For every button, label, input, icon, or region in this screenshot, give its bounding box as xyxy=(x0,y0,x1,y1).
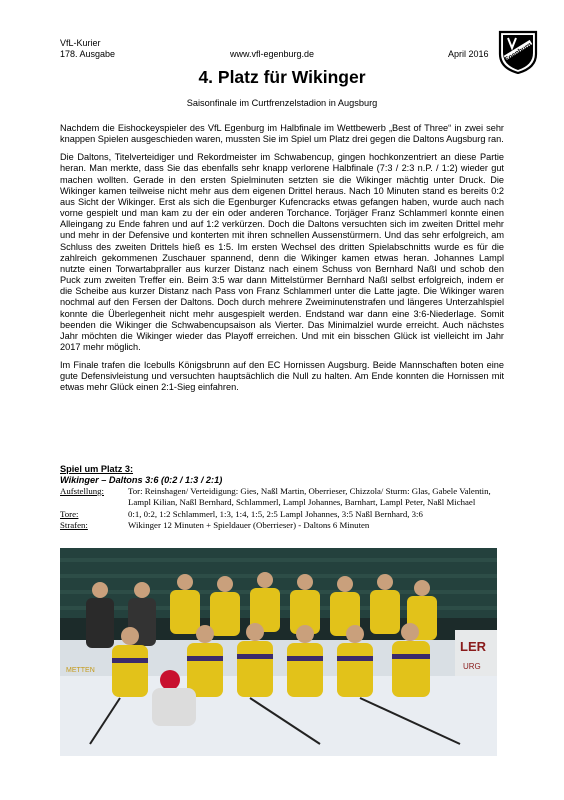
issue-number: 178. Ausgabe xyxy=(60,49,116,59)
match-heading: Spiel um Platz 3: xyxy=(60,464,134,474)
goals-row xyxy=(60,509,504,520)
penalties-row xyxy=(60,520,504,531)
banner-text: URG xyxy=(463,662,481,671)
goals-value: 0:1, 0:2, 1:2 Schlammerl, 1:3, 1:4, 1:5, 2:5 Lampl Johannes, 3:5 Naßl Bernhard, 3:6 xyxy=(128,508,423,519)
article-body xyxy=(60,123,504,401)
article-title: 4. Platz für Wikinger xyxy=(198,67,366,87)
board-text: METTEN xyxy=(66,667,95,674)
team-photo xyxy=(60,548,497,756)
match-header xyxy=(60,464,504,486)
header-left xyxy=(60,38,115,60)
header-url[interactable]: www.vfl-egenburg.de xyxy=(230,49,315,59)
goals-label: Tore: xyxy=(60,508,79,519)
banner-text: LER xyxy=(460,639,486,654)
lineup-label: Aufstellung: xyxy=(60,486,104,496)
lineup-row xyxy=(60,486,504,509)
paragraph: Die Daltons, Titelverteidiger und Rekordmeister im Schwabencup, gingen hochkonzentriert an diese Partie heran. Man merkte, dass Sie das ebenfalls sehr knapp verlorene Halbfinale (7:3 / 2:3 n.P. / 1:2) wieder gut machen wollten. Gerade in den ersten Spielminuten setzten sie die Wikinger mächtig unter Druck. Die Wikinger kamen teilweise nicht mehr aus dem eigenen Drittel heraus. Nach 10 Minuten stand es bereits 0:2 aus Sicht der Wikinger. Erst als sich die Egenburger Kufencracks etwas gefangen haben, wurde auch nach vorne gespielt und man kam zu der ein oder anderen Torchance. Torjäger Franz Schlammerl konnte einen Alleingang zu Ende fahren und auf 1:2 verkürzen. Doch die Daltons versuchten sich im zweiten Drittel mehr und mehr in der Defensive und konterten mit ihren schnellen Aussenstürmern. Und das sehr erfolgreich, am Schluss des zweiten Drittels hieß es 1:5. Im ersten Wechsel des dritten Spielabschnitts wurde es für die zahlreich gekommenen Zuschauer spannend, denn die Wikinger kamen etwas heran. Johannes Lampl nutzte einen Torwartabpraller aus kurzer Distanz nach einem Schuss von Bernhard Naßl und schob den Puck zum zweiten Treffer ein. Beim 3:5 war dann Mittelstürmer Bernhard Naßl selbst erfolgreich, indem er die Scheibe aus kurzer Distanz nach Pass von Franz Schlammerl unter die Latte jagte. Die Wikinger waren nochmal auf den Fersen der Daltons. Doch durch mehrere Zweiminutenstrafen und längeres Unterzahlspiel konnte die Überlegenheit nicht mehr ausgespielt werden. Endstand war dann eine 3:6-Niederlage. Somit beenden die Wikinger die Schwabencupsaison als Vierter. Das Minimalziel wurde erreicht. Auch nächstes Jahr möchten die Wikinger wieder das Playoff erreichen. Und mit ein bisschen Glück ist vielleicht im Jahr 2017 mehr möglich. xyxy=(60,152,504,352)
logo-text: Egenburg xyxy=(503,41,533,64)
paragraph: Nachdem die Eishockeyspieler des VfL Egenburg im Halbfinale im Wettbewerb „Best of Three“ in zwei sehr knappen Spielen ausgeschieden waren, mussten Sie im Spiel um Platz drei gegen die Daltons Augsburg ran. xyxy=(60,123,504,145)
header-date: April 2016 xyxy=(448,49,489,59)
penalties-value: Wikinger 12 Minuten + Spieldauer (Oberrieser) - Daltons 6 Minuten xyxy=(128,519,370,530)
publication-name: VfL-Kurier xyxy=(60,38,101,48)
match-details xyxy=(60,486,504,531)
penalties-label: Strafen: xyxy=(60,519,88,530)
lineup-value: Tor: Reinshagen/ Verteidigung: Gies, Naßl Martin, Oberrieser, Chizzola/ Sturm: Glas, Gabele Valentin, Lampl Kilian, Naßl Bernhard, Schlammerl, Lampl Johannes, Barnhart, Lampl Peter, Naßl Michael xyxy=(128,486,491,508)
paragraph: Im Finale trafen die Icebulls Königsbrunn auf den EC Hornissen Augsburg. Beide Mannschaften boten eine gute Defensivleistung und versuchten hauptsächlich die Null zu halten. Am Ende konnten die Hornissen mit etwas mehr Glück einen 2:1-Sieg einfahren. xyxy=(60,360,504,393)
article-subtitle: Saisonfinale im Curtfrenzelstadion in Augsburg xyxy=(186,98,378,108)
match-result: Wikinger – Daltons 3:6 (0:2 / 1:3 / 2:1) xyxy=(60,475,223,485)
